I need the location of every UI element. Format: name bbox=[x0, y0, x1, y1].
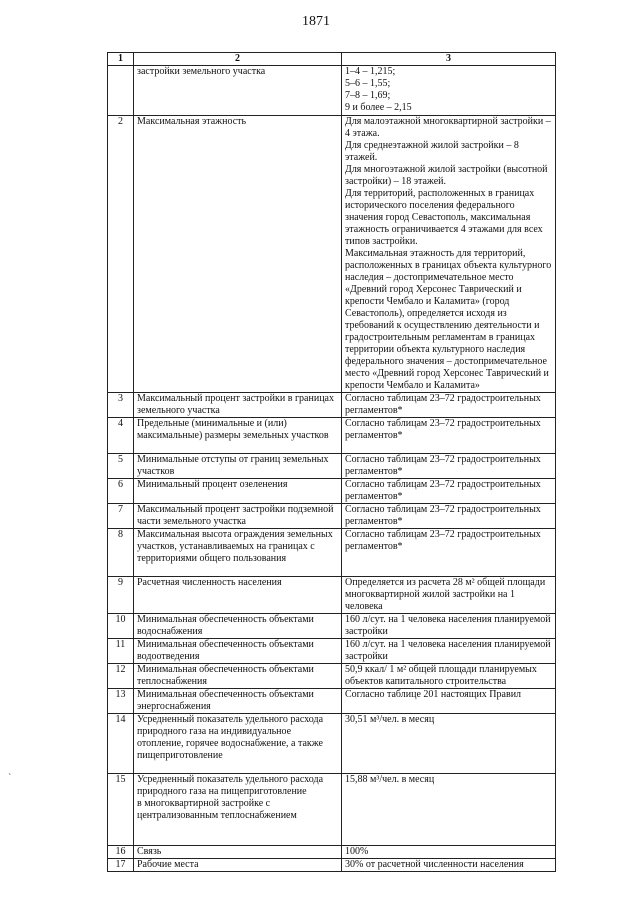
row-parameter: застройки земельного участка bbox=[134, 66, 342, 116]
row-number: 16 bbox=[108, 846, 134, 859]
table-row bbox=[108, 577, 556, 614]
stray-mark: ` bbox=[8, 773, 12, 784]
table-row bbox=[108, 479, 556, 504]
row-parameter: Минимальная обеспеченность объектами водоснабжения bbox=[134, 614, 342, 639]
row-value: Согласно таблицам 23–72 градостроительных регламентов* bbox=[342, 418, 556, 454]
table-row bbox=[108, 774, 556, 846]
row-parameter: Усредненный показатель удельного расхода природного газа на пищеприготовление в многоквартирной застройке с централизованным теплоснабжением bbox=[134, 774, 342, 846]
row-value: Для малоэтажной многоквартирной застройки – 4 этажа. Для среднеэтажной жилой застройки – 8 этажей. Для многоэтажной жилой застройки (высотной застройки) – 18 этажей. Для территорий, расположенных в границах исторического поселения федерального значения город Севастополь, максимальная этажность ограничивается 4 этажами для всех типов застройки. Максимальная этажность для территорий, расположенных в границах объекта культурного наследия – достопримечательное место «Древний город Херсонес Таврический и крепости Чембало и Каламита» (город Севастополь), определяется исходя из требований к осуществлению деятельности и градостроительным регламентам в границах территории объекта культурного наследия федерального значения – достопримечательное место «Древний город Херсонес Таврический и крепости Чембало и Каламита» bbox=[342, 116, 556, 393]
table-row bbox=[108, 846, 556, 859]
row-parameter: Минимальный процент озеленения bbox=[134, 479, 342, 504]
row-value: 100% bbox=[342, 846, 556, 859]
row-value: Согласно таблицам 23–72 градостроительных регламентов* bbox=[342, 529, 556, 577]
row-value: Согласно таблицам 23–72 градостроительных регламентов* bbox=[342, 479, 556, 504]
table-row bbox=[108, 714, 556, 774]
page-number: 1871 bbox=[302, 14, 330, 29]
row-parameter: Связь bbox=[134, 846, 342, 859]
row-number: 7 bbox=[108, 504, 134, 529]
row-parameter: Расчетная численность населения bbox=[134, 577, 342, 614]
row-number: 6 bbox=[108, 479, 134, 504]
row-parameter: Максимальный процент застройки в границах земельного участка bbox=[134, 393, 342, 418]
row-parameter: Минимальная обеспеченность объектами энергоснабжения bbox=[134, 689, 342, 714]
row-parameter: Минимальная обеспеченность объектами теплоснабжения bbox=[134, 664, 342, 689]
table-row bbox=[108, 454, 556, 479]
table-row bbox=[108, 504, 556, 529]
row-parameter: Максимальный процент застройки подземной части земельного участка bbox=[134, 504, 342, 529]
row-value: Определяется из расчета 28 м² общей площади многоквартирной жилой застройки на 1 человека bbox=[342, 577, 556, 614]
row-number: 14 bbox=[108, 714, 134, 774]
table-row bbox=[108, 639, 556, 664]
row-parameter: Минимальные отступы от границ земельных участков bbox=[134, 454, 342, 479]
row-number: 9 bbox=[108, 577, 134, 614]
row-value: Согласно таблице 201 настоящих Правил bbox=[342, 689, 556, 714]
row-parameter: Максимальная этажность bbox=[134, 116, 342, 393]
column-header: 3 bbox=[342, 53, 556, 66]
row-number: 2 bbox=[108, 116, 134, 393]
row-value: 160 л/сут. на 1 человека населения планируемой застройки bbox=[342, 614, 556, 639]
table-row bbox=[108, 689, 556, 714]
row-number: 10 bbox=[108, 614, 134, 639]
table-row bbox=[108, 66, 556, 116]
header-row bbox=[108, 53, 556, 66]
row-number: 15 bbox=[108, 774, 134, 846]
table-row bbox=[108, 393, 556, 418]
table-row bbox=[108, 116, 556, 393]
row-parameter: Предельные (минимальные и (или) максимальные) размеры земельных участков bbox=[134, 418, 342, 454]
row-value: 1–4 – 1,215; 5–6 – 1,55; 7–8 – 1,69; 9 и более – 2,15 bbox=[342, 66, 556, 116]
row-number: 17 bbox=[108, 859, 134, 872]
column-header: 1 bbox=[108, 53, 134, 66]
row-number: 3 bbox=[108, 393, 134, 418]
row-value: 30,51 м³/чел. в месяц bbox=[342, 714, 556, 774]
row-value: 160 л/сут. на 1 человека населения планируемой застройки bbox=[342, 639, 556, 664]
regulations-table bbox=[107, 52, 556, 872]
table-row bbox=[108, 664, 556, 689]
row-number: 13 bbox=[108, 689, 134, 714]
row-number: 4 bbox=[108, 418, 134, 454]
row-number: 5 bbox=[108, 454, 134, 479]
table-row bbox=[108, 859, 556, 872]
row-value: Согласно таблицам 23–72 градостроительных регламентов* bbox=[342, 504, 556, 529]
row-parameter: Максимальная высота ограждения земельных участков, устанавливаемых на границах с территориями общего пользования bbox=[134, 529, 342, 577]
row-number: 8 bbox=[108, 529, 134, 577]
row-value: Согласно таблицам 23–72 градостроительных регламентов* bbox=[342, 393, 556, 418]
row-value: 15,88 м³/чел. в месяц bbox=[342, 774, 556, 846]
row-value: Согласно таблицам 23–72 градостроительных регламентов* bbox=[342, 454, 556, 479]
row-number: 12 bbox=[108, 664, 134, 689]
row-value: 50,9 ккал/ 1 м² общей площади планируемых объектов капитального строительства bbox=[342, 664, 556, 689]
row-number bbox=[108, 66, 134, 116]
row-value: 30% от расчетной численности населения bbox=[342, 859, 556, 872]
table-row bbox=[108, 614, 556, 639]
table-row bbox=[108, 418, 556, 454]
row-parameter: Усредненный показатель удельного расхода природного газа на индивидуальное отопление, горячее водоснабжение, а также пищеприготовление bbox=[134, 714, 342, 774]
column-header: 2 bbox=[134, 53, 342, 66]
row-parameter: Минимальная обеспеченность объектами водоотведения bbox=[134, 639, 342, 664]
table-row bbox=[108, 529, 556, 577]
row-parameter: Рабочие места bbox=[134, 859, 342, 872]
row-number: 11 bbox=[108, 639, 134, 664]
